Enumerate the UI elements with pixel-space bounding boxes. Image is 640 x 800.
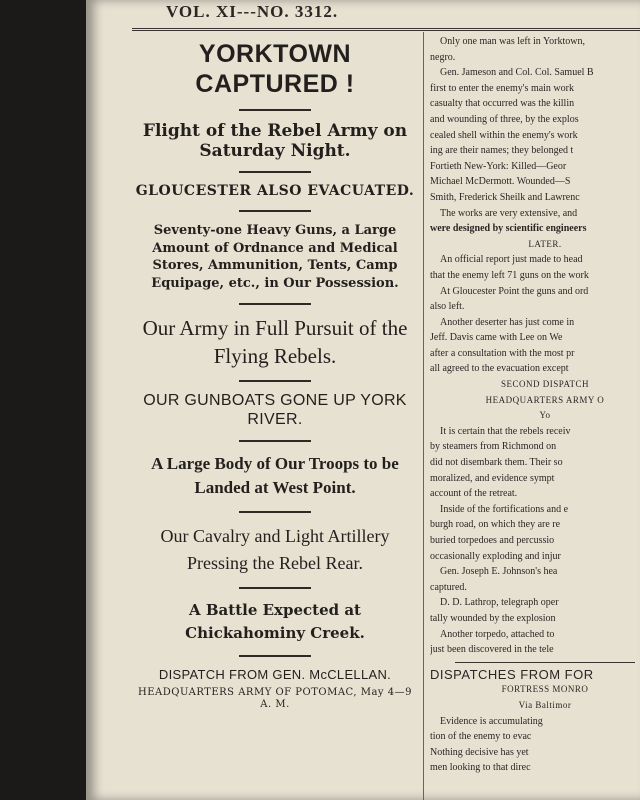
subheadline: A Large Body of Our Troops to be Landed at West Point.	[151, 453, 399, 498]
article-line: cealed shell within the enemy's work	[430, 129, 578, 141]
article-line: tally wounded by the explosion	[430, 612, 556, 624]
column-rule	[423, 32, 424, 800]
article-line: by steamers from Richmond on	[430, 441, 557, 453]
article-line: Evidence is accumulating	[440, 715, 543, 727]
article-line: Inside of the fortifications and e	[440, 503, 569, 515]
article-line: were designed by scientific engineers	[430, 223, 587, 235]
divider	[239, 511, 311, 513]
article-line: FORTRESS MONRO	[501, 684, 589, 695]
article-line: men looking to that direc	[430, 762, 531, 774]
article-line: Fortieth New-York: Killed—Geor	[430, 160, 567, 172]
article-line: Smith, Frederick Sheilk and Lawrenc	[430, 191, 580, 203]
divider	[455, 662, 635, 663]
divider	[239, 380, 311, 382]
article-line: captured.	[430, 581, 467, 593]
article-line: Jeff. Davis came with Lee on We	[430, 332, 563, 344]
divider	[239, 210, 311, 212]
article-line: D. D. Lathrop, telegraph oper	[440, 597, 559, 609]
article-line: The works are very extensive, and	[440, 207, 578, 219]
divider	[239, 587, 311, 589]
article-line: negro.	[430, 51, 456, 63]
subheadline: Our Cavalry and Light Artillery Pressing the Rebel Rear.	[160, 525, 390, 573]
article-line: SECOND DISPATCH	[501, 379, 589, 390]
article-line: Only one man was left in Yorktown,	[440, 36, 585, 47]
article-line: Nothing decisive has yet	[430, 746, 529, 758]
divider	[239, 171, 311, 173]
article-line: also left.	[430, 301, 465, 313]
divider	[239, 109, 311, 111]
divider	[239, 440, 311, 442]
article-line: and wounding of three, by the explos	[430, 113, 579, 125]
article-line: Gen. Jameson and Col. Col. Samuel B	[440, 67, 594, 79]
main-headline: YORKTOWN CAPTURED !	[195, 40, 355, 98]
article-line: just been discovered in the tele	[430, 644, 554, 656]
subheadline: A Battle Expected at Chickahominy Creek.	[185, 600, 365, 643]
dispatch-dateline: HEADQUARTERS ARMY OF POTOMAC, May 4—9 A. M.	[138, 686, 412, 710]
article-line: Michael McDermott. Wounded—S	[430, 176, 571, 188]
dispatch-heading: DISPATCH FROM GEN. McCLELLAN.	[158, 667, 392, 683]
article-line: Another torpedo, attached to	[440, 628, 555, 640]
article-column	[430, 34, 640, 776]
divider	[239, 655, 311, 657]
article-line: first to enter the enemy's main work	[430, 82, 574, 94]
article-line: Gen. Joseph E. Johnson's hea	[440, 566, 558, 578]
article-line: moralized, and evidence sympt	[430, 472, 555, 484]
article-line: At Gloucester Point the guns and ord	[440, 285, 589, 297]
subheadline: GLOUCESTER ALSO EVACUATED.	[135, 183, 415, 200]
article-line: occasionally exploding and injur	[430, 550, 561, 562]
headline-column	[132, 34, 418, 710]
article-line: account of the retreat.	[430, 488, 518, 500]
article-line: Yo	[539, 410, 551, 421]
masthead-rule	[132, 28, 640, 31]
article-line: that the enemy left 71 guns on the work	[430, 269, 589, 281]
article-line: burgh road, on which they are re	[430, 519, 561, 531]
newspaper-page	[86, 0, 640, 800]
article-line: Another deserter has just come in	[440, 316, 575, 328]
article-line: LATER.	[528, 238, 562, 249]
subheadline: Our Army in Full Pursuit of the Flying Rebels.	[142, 316, 408, 368]
subheadline: Seventy-one Heavy Guns, a Large Amount of Ordnance and Medical Stores, Ammunition, Tents, Camp Equipage, etc., in Our Possession.	[151, 222, 399, 292]
subheadline: Flight of the Rebel Army on Saturday Night.	[142, 121, 408, 162]
article-line: An official report just made to head	[440, 254, 583, 266]
article-line: casualty that occurred was the killin	[430, 98, 575, 110]
article-line: It is certain that the rebels receiv	[440, 425, 571, 437]
section-heading: DISPATCHES FROM FOR	[430, 666, 594, 682]
article-line: HEADQUARTERS ARMY O	[485, 394, 605, 405]
article-line: ing are their names; they belonged t	[430, 145, 574, 157]
article-line: tion of the enemy to evac	[430, 731, 532, 743]
article-line: did not disembark them. Their so	[430, 457, 563, 469]
article-line: all agreed to the evacuation except	[430, 363, 569, 375]
article-line: Via Baltimor	[518, 699, 572, 710]
article-line: buried torpedoes and percussio	[430, 535, 555, 546]
divider	[239, 303, 311, 305]
subheadline: OUR GUNBOATS GONE UP YORK RIVER.	[143, 391, 407, 428]
article-line: after a consultation with the most pr	[430, 347, 575, 359]
volume-line: VOL. XI---NO. 3312.	[166, 2, 339, 21]
